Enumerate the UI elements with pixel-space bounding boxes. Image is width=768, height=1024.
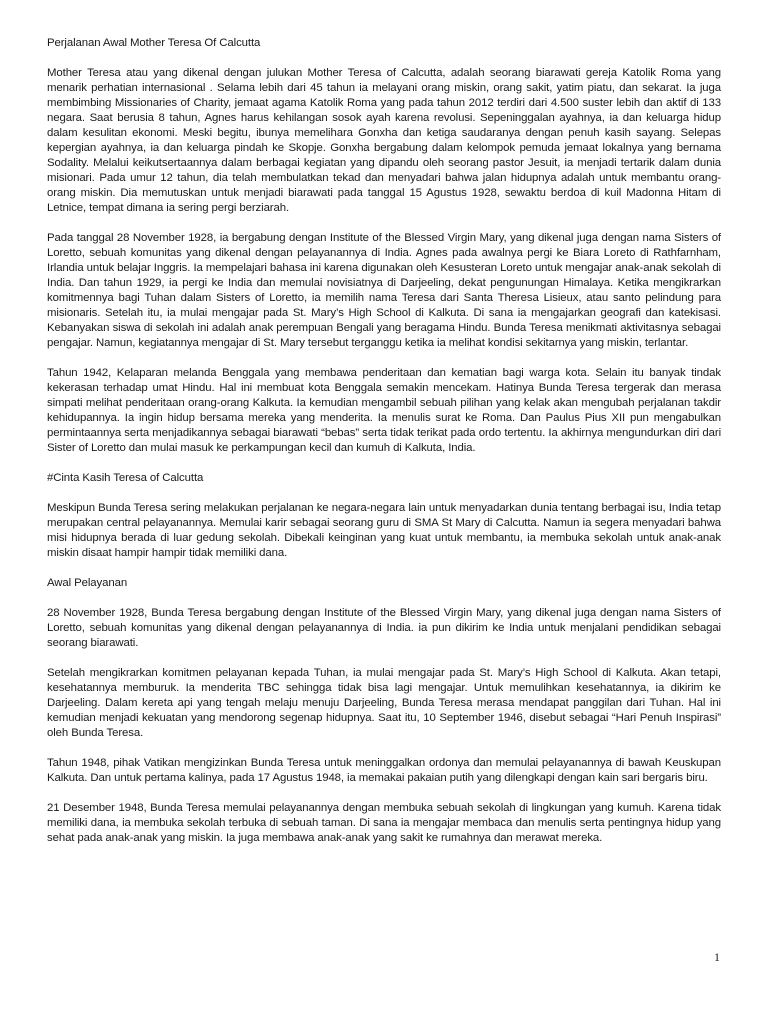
- paragraph-loretto: Pada tanggal 28 November 1928, ia bergabung dengan Institute of the Blessed Virgin Mary, yang dikenal juga dengan nama Sisters of Loretto, sebuah komunitas yang dikenal dengan pelayanannya di India. Agnes pada awalnya pergi ke Biara Loreto di Rathfarnham, Irlandia untuk belajar Inggris. Ia mempelajari bahasa ini karena digunakan oleh Kesusteran Loreto untuk mengajar anak-anak sekolah di India. Dan tahun 1929, ia pergi ke India dan memulai novisiatnya di Darjeeling, dekat pengunungan Himalaya. Ketika mengikrarkan komitmennya bagi Tuhan dalam Sisters of Loretto, ia memilih nama Teresa dari Santa Theresa Lisieux, atau santo pelindung para misionaris. Setelah itu, ia mulai mengajar pada St. Mary’s High School di Kalkuta. Di sana ia mengajarkan geografi dan katekisasi. Kebanyakan siswa di sekolah ini adalah anak perempuan Bengali yang beragama Hindu. Bunda Teresa menikmati aktivitasnya sebagai pengajar. Namun, kegiatannya mengajar di St. Mary tersebut terganggu ketika ia melihat kondisi sekitarnya yang miskin, terlantar.: [47, 232, 721, 349]
- paragraph-intro: Mother Teresa atau yang dikenal dengan julukan Mother Teresa of Calcutta, adalah seorang biarawati gereja Katolik Roma yang menarik perhatian internasional . Selama lebih dari 45 tahun ia melayani orang miskin, orang sakit, yatim piatu, dan sekarat. Ia juga membimbing Missionaries of Charity, jemaat agama Katolik Roma yang pada tahun 2012 terdiri dari 4.500 suster lebih dan aktif di 133 negara. Saat berusia 8 tahun, Agnes harus kehilangan sosok ayah karena revolusi. Sepeninggalan ayahnya, ia dan keluarga hidup dalam kesulitan ekonomi. Meski begitu, ibunya memelihara Gonxha dan ketiga saudaranya dengan penuh kasih sayang. Selepas kepergian ayahnya, ia dan keluarga pindah ke Skopje. Gonxha bergabung dalam kelompok pemuda jemaat lokalnya yang bernama Sodality. Melalui keikutsertaannya dalam berbagai kegiatan yang dipandu oleh seorang pastor Jesuit, ia menjadi tertarik dalam dunia misionari. Pada umur 12 tahun, dia telah membulatkan tekad dan menyadari bahwa jalan hidupnya adalah untuk membantu orang-orang miskin. Dia memutuskan untuk menjadi biarawati pada tanggal 15 Agustus 1928, sewaktu berdoa di kuil Madonna Hitam di Letnice, tempat dimana ia sering pergi berziarah.: [47, 67, 721, 214]
- paragraph-1928: 28 November 1928, Bunda Teresa bergabung dengan Institute of the Blessed Virgin Mary, yang dikenal juga dengan nama Sisters of Loretto, sebuah komunitas yang dikenal dengan pelayanannya di India. ia pun dikirim ke India untuk menjalani pendidikan sebagai seorang biarawati.: [47, 607, 721, 649]
- section-heading-cinta-kasih: #Cinta Kasih Teresa of Calcutta: [47, 472, 204, 484]
- section-heading-awal-pelayanan: Awal Pelayanan: [47, 577, 128, 589]
- document-page: [47, 36, 721, 861]
- paragraph-1948-desember: 21 Desember 1948, Bunda Teresa memulai pelayanannya dengan membuka sebuah sekolah di lingkungan yang kumuh. Karena tidak memiliki dana, ia membuka sekolah terbuka di sebuah taman. Di sana ia mengajar membaca dan menulis serta pentingnya hidup yang sehat pada anak-anak yang miskin. Ia juga membawa anak-anak yang sakit ke rumahnya dan merawat mereka.: [47, 802, 721, 844]
- page-number: 1: [714, 950, 720, 964]
- paragraph-1942: Tahun 1942, Kelaparan melanda Benggala yang membawa penderitaan dan kematian bagi warga kota. Selain itu banyak tindak kekerasan terhadap umat Hindu. Hal ini membuat kota Benggala semakin mencekam. Hatinya Bunda Teresa tergerak dan merasa simpati melihat penderitaan orang-orang Kalkuta. Ia kemudian mengambil sebuah pilihan yang kelak akan mengubah perjalanan takdir kehidupannya. Ia ingin hidup bersama mereka yang menderita. Ia menulis surat ke Roma. Dan Paulus Pius XII pun mengabulkan permintaannya serta menjadikannya sebagai biarawati “bebas” serta tidak terikat pada ordo tertentu. Ia akhirnya mengundurkan diri dari Sister of Loretto dan mulai masuk ke perkampungan kecil dan kumuh di Kalkuta, India.: [47, 367, 721, 454]
- document-title: Perjalanan Awal Mother Teresa Of Calcutta: [47, 37, 261, 49]
- paragraph-india: Meskipun Bunda Teresa sering melakukan perjalanan ke negara-negara lain untuk menyadarkan dunia tentang berbagai isu, India tetap merupakan central pelayanannya. Memulai karir sebagai seorang guru di SMA St Mary di Calcutta. Namun ia segera menyadari bahwa misi hidupnya berada di luar gedung sekolah. Dibekali keinginan yang kuat untuk membantu, ia membuka sekolah untuk anak-anak miskin disaat hampir hampir tidak memiliki dana.: [47, 502, 721, 559]
- paragraph-darjeeling: Setelah mengikrarkan komitmen pelayanan kepada Tuhan, ia mulai mengajar pada St. Mary’s High School di Kalkuta. Akan tetapi, kesehatannya memburuk. Ia menderita TBC sehingga tidak bisa lagi mengajar. Untuk memulihkan kesehatannya, ia dikirim ke Darjeeling. Dalam kereta api yang tengah melaju menuju Darjeeling, Bunda Teresa merasa mendapat panggilan dari Tuhan. Hal ini kemudian menjadi kekuatan yang mendorong segenap hidupnya. Saat itu, 10 September 1946, disebut sebagai “Hari Penuh Inspirasi” oleh Bunda Teresa.: [47, 667, 721, 739]
- paragraph-1948-vatikan: Tahun 1948, pihak Vatikan mengizinkan Bunda Teresa untuk meninggalkan ordonya dan memulai pelayanannya di bawah Keuskupan Kalkuta. Dan untuk pertama kalinya, pada 17 Agustus 1948, ia memakai pakaian putih yang dilengkapi dengan kain sari bergaris biru.: [47, 757, 721, 784]
